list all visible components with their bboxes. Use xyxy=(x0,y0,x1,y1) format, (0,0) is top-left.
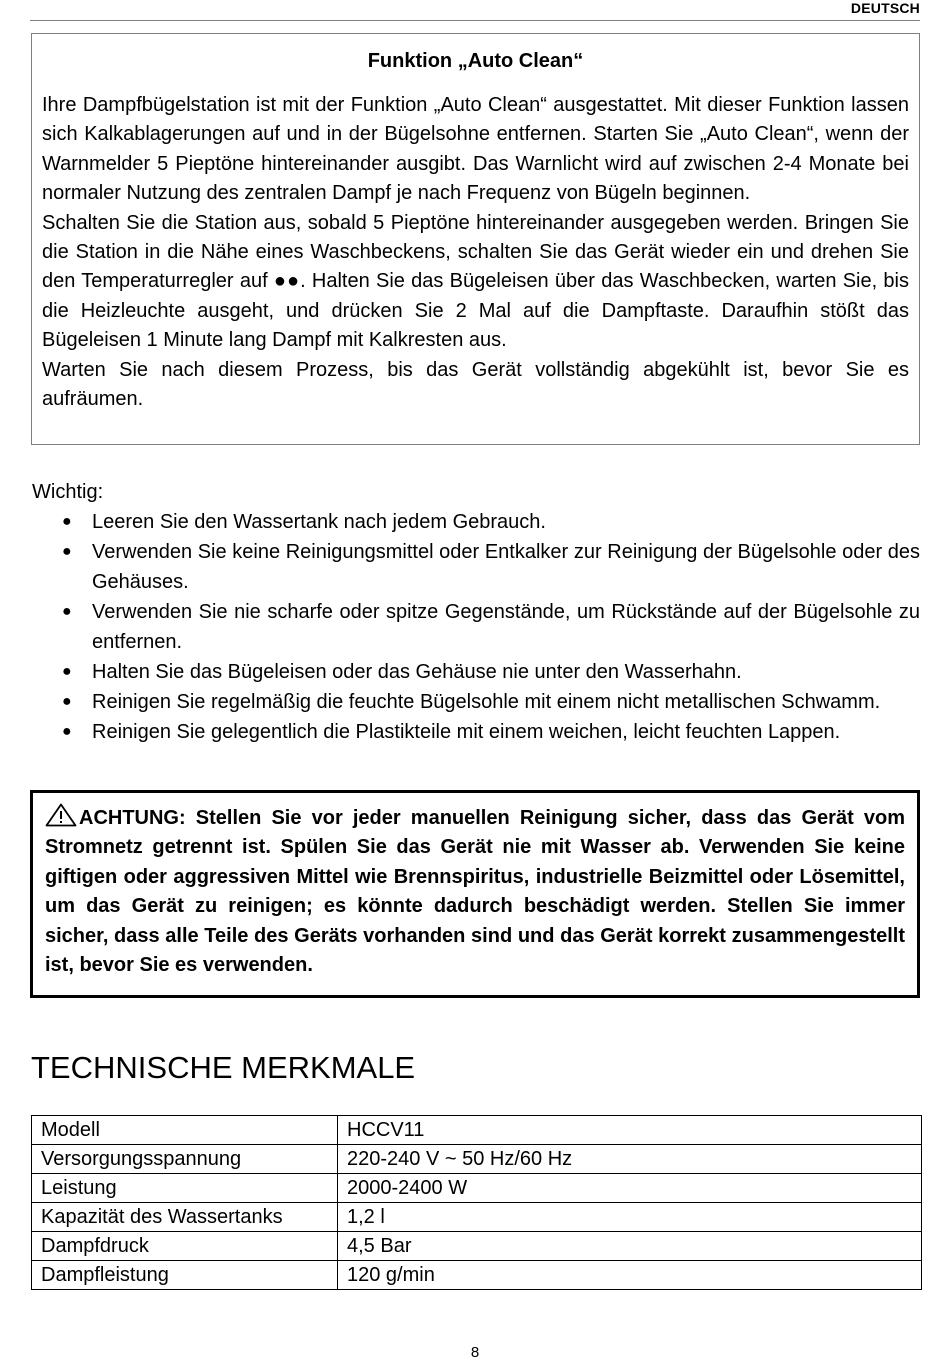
auto-clean-paragraph-2-start: Schalten Sie die Station aus, sobald 5 Pieptöne hintereinander ausgegeben werden. Bringen Sie die Station in die Nähe eines Waschbeckens, schalten Sie das Gerät wieder ein und drehen Sie den Temperaturregler auf xyxy=(42,211,909,293)
list-item-text: Verwenden Sie keine Reinigungsmittel oder Entkalker zur Reinigung der Bügelsohle oder des Gehäuses. xyxy=(92,541,920,593)
list-item xyxy=(32,537,920,597)
bullet-icon: ● xyxy=(62,723,72,740)
list-item-text: Halten Sie das Bügeleisen oder das Gehäuse nie unter den Wasserhahn. xyxy=(92,661,742,683)
bullet-icon: ● xyxy=(62,603,72,620)
list-item xyxy=(32,717,920,747)
spec-value: HCCV11 xyxy=(338,1116,922,1145)
auto-clean-paragraph-2 xyxy=(42,209,909,356)
table-row xyxy=(32,1174,922,1203)
list-item xyxy=(32,657,920,687)
important-section xyxy=(32,477,920,747)
table-row xyxy=(32,1145,922,1174)
bullet-icon: ● xyxy=(62,693,72,710)
table-row xyxy=(32,1203,922,1232)
list-item xyxy=(32,597,920,657)
tech-specs-heading: TECHNISCHE MERKMALE xyxy=(31,1050,416,1085)
bullet-icon: ● xyxy=(62,663,72,680)
bullet-icon: ● xyxy=(62,513,72,530)
important-list xyxy=(32,507,920,747)
spec-label: Leistung xyxy=(32,1174,338,1203)
auto-clean-paragraph-3: Warten Sie nach diesem Prozess, bis das Gerät vollständig abgekühlt ist, bevor Sie es aufräumen. xyxy=(42,358,909,411)
important-label: Wichtig: xyxy=(32,481,104,503)
header-language: DEUTSCH xyxy=(850,0,920,16)
auto-clean-section xyxy=(31,33,920,445)
table-row xyxy=(32,1232,922,1261)
list-item-text: Reinigen Sie gelegentlich die Plastikteile mit einem weichen, leicht feuchten Lappen. xyxy=(92,721,841,743)
header-divider xyxy=(30,20,920,21)
spec-label: Versorgungsspannung xyxy=(32,1145,338,1174)
auto-clean-title: Funktion „Auto Clean“ xyxy=(367,50,584,72)
warning-box xyxy=(30,790,920,998)
spec-label: Kapazität des Wassertanks xyxy=(32,1203,338,1232)
list-item-text: Verwenden Sie nie scharfe oder spitze Gegenstände, um Rückstände auf der Bügelsohle zu entfernen. xyxy=(92,601,920,653)
spec-label: Modell xyxy=(32,1116,338,1145)
warning-text: ACHTUNG: Stellen Sie vor jeder manuellen Reinigung sicher, dass das Gerät vom Stromnetz getrennt ist. Spülen Sie das Gerät nie mit Wasser ab. Verwenden Sie keine giftigen oder aggressiven Mittel wie Brennspiritus, industrielle Beizmittel oder Lösemittel, um das Gerät zu reinigen; es könnte dadurch beschädigt werden. Stellen Sie immer sicher, dass alle Teile des Geräts vorhanden sind und das Gerät korrekt zusammengestellt ist, bevor Sie es verwenden. xyxy=(45,807,905,977)
list-item xyxy=(32,687,920,717)
list-item-text: Reinigen Sie regelmäßig die feuchte Bügelsohle mit einem nicht metallischen Schwamm. xyxy=(92,691,881,713)
page-number: 8 xyxy=(470,1344,480,1361)
auto-clean-paragraph-2-end: . Halten Sie das Bügeleisen über das Waschbecken, warten Sie, bis die Heizleuchte ausgeht, und drücken Sie 2 Mal auf die Dampftaste. Daraufhin stößt das Bügeleisen 1 Minute lang Dampf mit Kalkresten aus. xyxy=(42,270,910,352)
table-row xyxy=(32,1116,922,1145)
list-item xyxy=(32,507,920,537)
bullet-icon: ● xyxy=(62,543,72,560)
warning-triangle-icon xyxy=(45,803,77,827)
list-item-text: Leeren Sie den Wassertank nach jedem Gebrauch. xyxy=(92,511,546,533)
spec-label: Dampfleistung xyxy=(32,1261,338,1290)
spec-value: 4,5 Bar xyxy=(338,1232,922,1261)
auto-clean-paragraph-1: Ihre Dampfbügelstation ist mit der Funktion „Auto Clean“ ausgestattet. Mit dieser Funktion lassen sich Kalkablagerungen auf und in der Bügelsohne entfernen. Starten Sie „Auto Clean“, wenn der Warnmelder 5 Pieptöne hintereinander ausgibt. Das Warnlicht wird auf zwischen 2-4 Monate bei normaler Nutzung des zentralen Dampf je nach Frequenz von Bügeln beginnen. xyxy=(42,94,909,205)
table-row xyxy=(32,1261,922,1290)
spec-value: 1,2 l xyxy=(338,1203,922,1232)
spec-label: Dampfdruck xyxy=(32,1232,338,1261)
spec-value: 120 g/min xyxy=(338,1261,922,1290)
spec-value: 2000-2400 W xyxy=(338,1174,922,1203)
spec-value: 220-240 V ~ 50 Hz/60 Hz xyxy=(338,1145,922,1174)
tech-specs-table xyxy=(31,1115,922,1290)
temperature-setting-icon: ●● xyxy=(273,270,301,293)
